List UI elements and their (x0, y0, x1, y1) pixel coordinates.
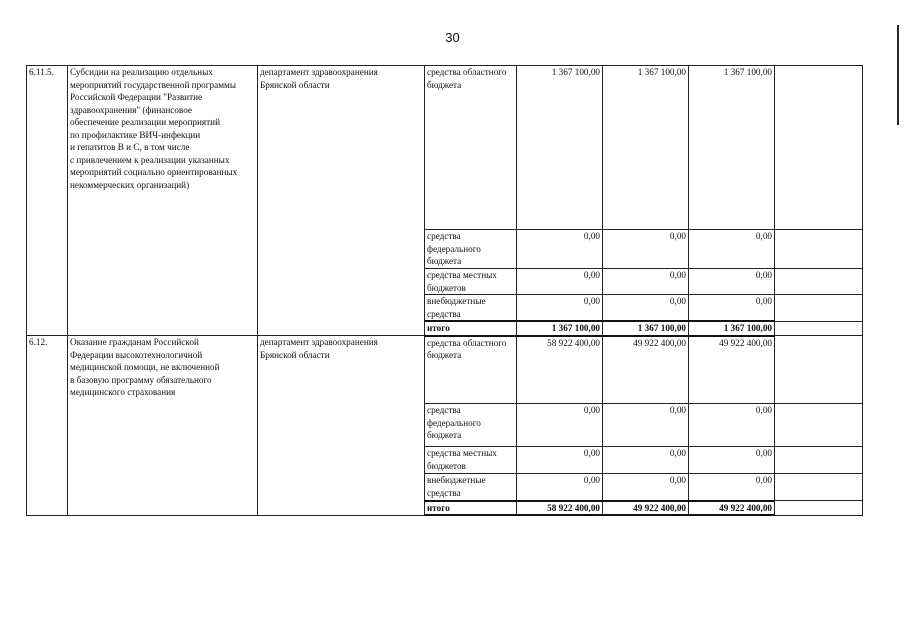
amount-year-3: 0,00 (689, 295, 775, 322)
source-label: средства федерального бюджета (425, 230, 517, 269)
amount-year-2: 49 922 400,00 (603, 336, 689, 404)
empty-cell (775, 501, 863, 516)
total-year-2: 1 367 100,00 (603, 321, 689, 336)
empty-cell (775, 66, 863, 230)
amount-year-2: 0,00 (603, 295, 689, 322)
amount-year-1: 0,00 (517, 230, 603, 269)
amount-year-2: 0,00 (603, 269, 689, 295)
row-number: 6.11.5. (27, 66, 68, 336)
empty-cell (775, 295, 863, 322)
empty-cell (775, 269, 863, 295)
table-row (27, 336, 863, 404)
amount-year-3: 0,00 (689, 474, 775, 501)
amount-year-1: 0,00 (517, 269, 603, 295)
source-label: средства федерального бюджета (425, 404, 517, 447)
table-row (27, 66, 863, 230)
source-label: средства областного бюджета (425, 66, 517, 230)
empty-cell (775, 404, 863, 447)
empty-cell (775, 230, 863, 269)
amount-year-1: 0,00 (517, 295, 603, 322)
amount-year-2: 0,00 (603, 474, 689, 501)
source-label: средства местных бюджетов (425, 447, 517, 474)
amount-year-1: 58 922 400,00 (517, 336, 603, 404)
total-year-1: 1 367 100,00 (517, 321, 603, 336)
page-number: 30 (445, 30, 460, 45)
empty-cell (775, 321, 863, 336)
executor: департамент здравоохранения Брянской области (258, 66, 425, 336)
amount-year-3: 0,00 (689, 230, 775, 269)
source-label: внебюджетные средства (425, 474, 517, 501)
amount-year-2: 0,00 (603, 404, 689, 447)
row-number: 6.12. (27, 336, 68, 516)
amount-year-2: 1 367 100,00 (603, 66, 689, 230)
funding-table (26, 65, 863, 516)
empty-cell (775, 474, 863, 501)
empty-cell (775, 336, 863, 404)
empty-cell (775, 447, 863, 474)
executor: департамент здравоохранения Брянской области (258, 336, 425, 516)
amount-year-1: 0,00 (517, 404, 603, 447)
total-year-3: 1 367 100,00 (689, 321, 775, 336)
amount-year-1: 0,00 (517, 474, 603, 501)
amount-year-1: 1 367 100,00 (517, 66, 603, 230)
measure-description: Оказание гражданам Российской Федерации высокотехнологичной медицинской помощи, не включенной в базовую программу обязательного медицинского страхования (68, 336, 258, 516)
measure-description: Субсидии на реализацию отдельных мероприятий государственной программы Российской Федерации "Развитие здравоохранения" (финансовое обеспечение реализации мероприятий по профилактике ВИЧ-инфекции и гепатитов В и С, в том числе с привлечением к реализации указанных мероприятий социально ориентированных некоммерческих организаций) (68, 66, 258, 336)
amount-year-3: 0,00 (689, 269, 775, 295)
total-label: итого (425, 321, 517, 336)
amount-year-3: 49 922 400,00 (689, 336, 775, 404)
source-label: средства областного бюджета (425, 336, 517, 404)
source-label: средства местных бюджетов (425, 269, 517, 295)
amount-year-3: 1 367 100,00 (689, 66, 775, 230)
amount-year-2: 0,00 (603, 230, 689, 269)
total-year-3: 49 922 400,00 (689, 501, 775, 516)
amount-year-3: 0,00 (689, 447, 775, 474)
total-year-1: 58 922 400,00 (517, 501, 603, 516)
total-label: итого (425, 501, 517, 516)
amount-year-2: 0,00 (603, 447, 689, 474)
source-label: внебюджетные средства (425, 295, 517, 322)
amount-year-3: 0,00 (689, 404, 775, 447)
scan-edge-mark (897, 25, 899, 125)
total-year-2: 49 922 400,00 (603, 501, 689, 516)
amount-year-1: 0,00 (517, 447, 603, 474)
